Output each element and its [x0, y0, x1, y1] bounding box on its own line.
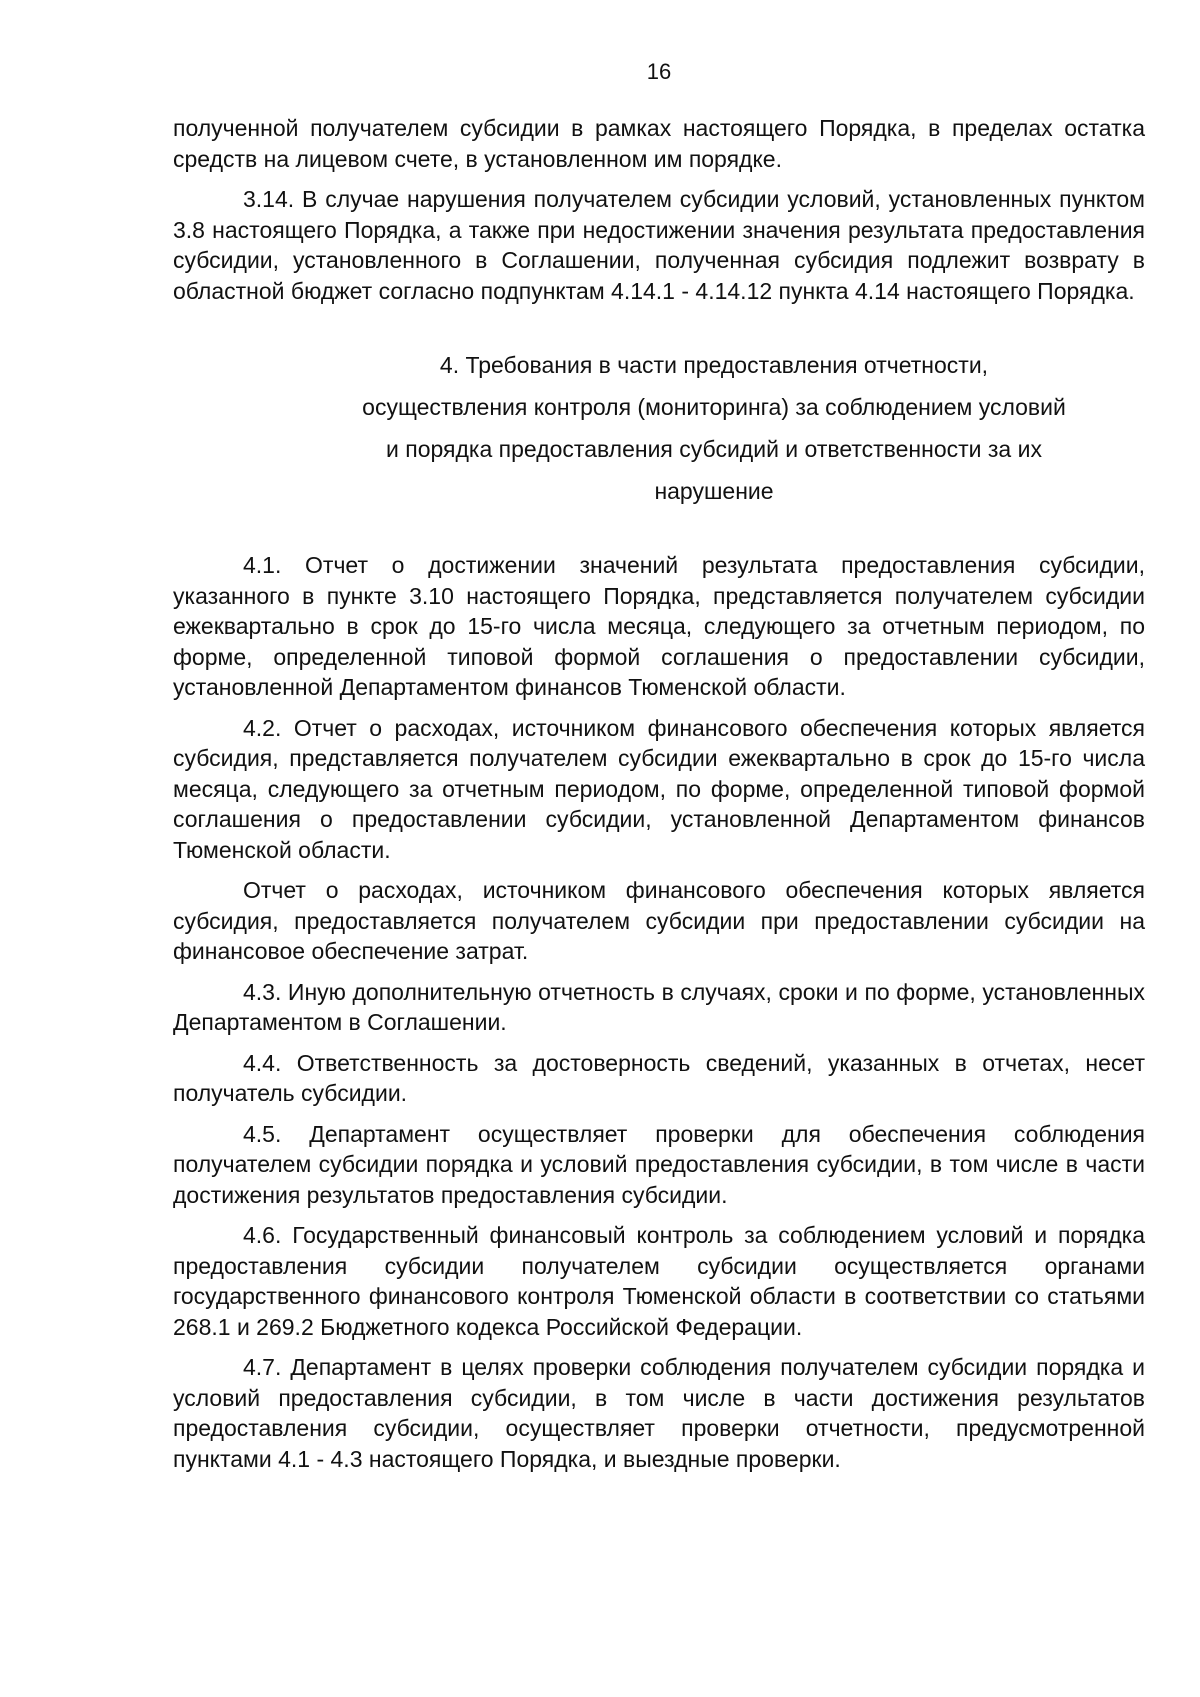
page-number: 16: [646, 59, 672, 84]
paragraph-3-14: 3.14. В случае нарушения получателем субсидии условий, установленных пунктом 3.8 настоящего Порядка, а также при недостижении значения результата предоставления субсидии, установленного в Соглашении, полученная субсидия подлежит возврату в областной бюджет согласно подпунктам 4.14.1 - 4.14.12 пункта 4.14 настоящего Порядка.: [173, 186, 1145, 304]
paragraph-4-7: 4.7. Департамент в целях проверки соблюдения получателем субсидии порядка и условий предоставления субсидии, в том числе в части достижения результатов предоставления субсидии, осуществляет проверки отчетности, предусмотренной пунктами 4.1 - 4.3 настоящего Порядка, и выездные проверки.: [173, 1354, 1145, 1472]
paragraph-4-6: 4.6. Государственный финансовый контроль за соблюдением условий и порядка предоставления субсидии получателем субсидии осуществляется органами государственного финансового контроля Тюменской области в соответствии со статьями 268.1 и 269.2 Бюджетного кодекса Российской Федерации.: [173, 1222, 1145, 1340]
heading-line: и порядка предоставления субсидий и ответственности за их: [386, 436, 1042, 462]
paragraph-4-1: 4.1. Отчет о достижении значений результата предоставления субсидии, указанного в пункте 3.10 настоящего Порядка, представляется получателем субсидии ежеквартально в срок до 15-го числа месяца, следующего за отчетным периодом, по форме, определенной типовой формой соглашения о предоставлении субсидии, установленной Департаментом финансов Тюменской области.: [173, 552, 1145, 700]
paragraph-4-4: 4.4. Ответственность за достоверность сведений, указанных в отчетах, несет получатель субсидии.: [173, 1049, 1145, 1106]
heading-line: нарушение: [654, 478, 774, 504]
heading-line: 4. Требования в части предоставления отчетности,: [439, 352, 989, 378]
paragraph-4-2-report: Отчет о расходах, источником финансового обеспечения которых является субсидия, предоставляется получателем субсидии при предоставлении субсидии на финансовое обеспечение затрат.: [173, 877, 1145, 964]
heading-line: осуществления контроля (мониторинга) за соблюдением условий: [362, 394, 1066, 420]
document-body: [173, 113, 1145, 1474]
paragraph-4-5: 4.5. Департамент осуществляет проверки для обеспечения соблюдения получателем субсидии порядка и условий предоставления субсидии, в том числе в части достижения результатов предоставления субсидии.: [173, 1120, 1145, 1208]
paragraph-continuation: полученной получателем субсидии в рамках настоящего Порядка, в пределах остатка средств на лицевом счете, в установленном им порядке.: [173, 115, 1145, 172]
paragraph-4-3: 4.3. Иную дополнительную отчетность в случаях, сроки и по форме, установленных Департаментом в Соглашении.: [173, 978, 1145, 1035]
paragraph-4-2: 4.2. Отчет о расходах, источником финансового обеспечения которых является субсидия, представляется получателем субсидии ежеквартально в срок до 15-го числа месяца, следующего за отчетным периодом, по форме, определенной типовой формой соглашения о предоставлении субсидии, установленной Департаментом финансов Тюменской области.: [173, 714, 1145, 863]
section-heading-4: [173, 344, 1145, 512]
